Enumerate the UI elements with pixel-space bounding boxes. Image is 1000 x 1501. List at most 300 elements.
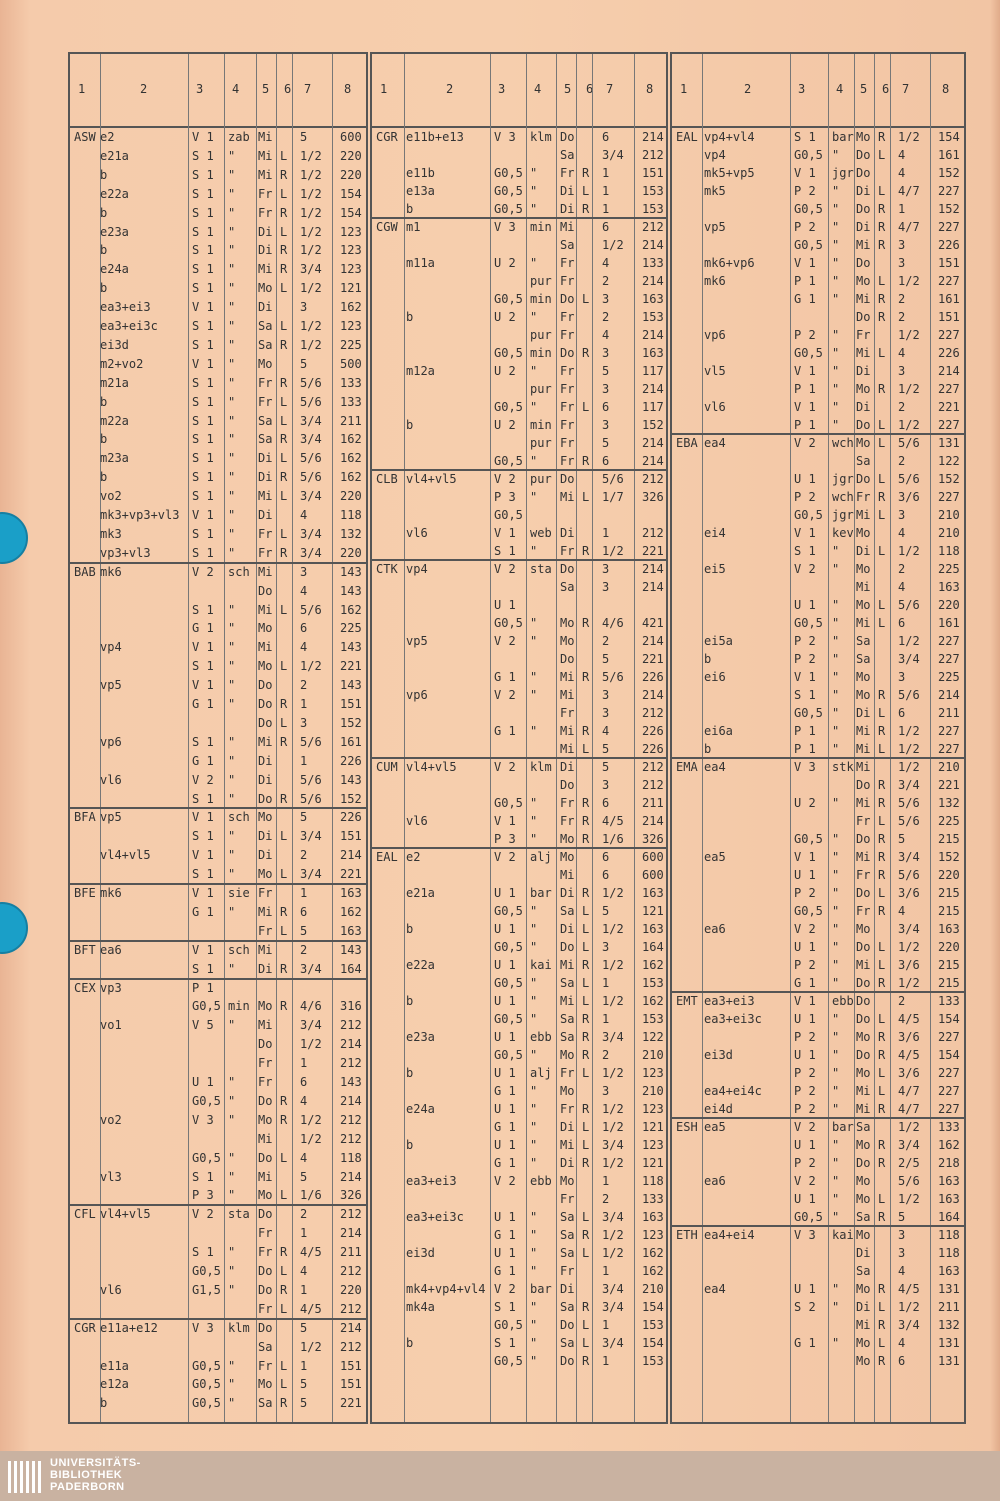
table-cell: 132 bbox=[938, 1318, 960, 1332]
table-cell: 3/4 bbox=[602, 1336, 624, 1350]
table-cell: Mi bbox=[856, 850, 871, 864]
table-cell: 4/5 bbox=[300, 1245, 322, 1260]
table-cell: 1/2 bbox=[898, 1192, 920, 1206]
table-cell: R bbox=[280, 470, 288, 485]
table-cell: Mo bbox=[560, 1084, 575, 1098]
table-row bbox=[672, 182, 964, 200]
table-cell: 1 bbox=[300, 1056, 308, 1071]
table-cell: S 1 bbox=[192, 961, 214, 976]
table-cell: 154 bbox=[642, 1300, 664, 1314]
table-row bbox=[372, 560, 666, 578]
table-cell: 214 bbox=[642, 814, 664, 828]
table-cell: Do bbox=[560, 778, 575, 792]
table-row bbox=[672, 362, 964, 380]
table-row bbox=[372, 992, 666, 1010]
table-cell: 1 bbox=[602, 1354, 610, 1368]
table-cell: 212 bbox=[642, 526, 664, 540]
table-cell: mk6+vp6 bbox=[704, 256, 755, 270]
table-cell: e11a+e12 bbox=[100, 1320, 158, 1335]
table-cell: " bbox=[530, 1246, 538, 1260]
table-cell: Mo bbox=[258, 356, 273, 371]
table-row bbox=[372, 794, 666, 812]
table-cell: 3 bbox=[602, 418, 610, 432]
table-cell: Fr bbox=[856, 328, 871, 342]
table-cell: 151 bbox=[340, 1377, 362, 1392]
table-cell: R bbox=[582, 1030, 590, 1044]
table-cell: b bbox=[100, 1396, 108, 1411]
table-cell: Mi bbox=[258, 564, 273, 579]
table-cell: U 2 bbox=[494, 364, 516, 378]
table-cell: " bbox=[832, 1210, 840, 1224]
table-cell: Fr bbox=[560, 436, 575, 450]
table-cell: Sa bbox=[258, 432, 273, 447]
table-cell: " bbox=[530, 976, 538, 990]
table-cell: " bbox=[530, 670, 538, 684]
table-cell: S 1 bbox=[192, 734, 214, 749]
table-cell: sch bbox=[228, 942, 250, 957]
table-row bbox=[70, 336, 366, 354]
table-cell: V 2 bbox=[494, 688, 516, 702]
table-row bbox=[372, 956, 666, 974]
table-cell: Di bbox=[258, 848, 273, 863]
table-cell: Mo bbox=[856, 688, 871, 702]
table-cell: Fr bbox=[560, 454, 575, 468]
table-cell: Do bbox=[560, 346, 575, 360]
table-cell: CFL bbox=[74, 1207, 96, 1222]
table-cell: R bbox=[582, 1354, 590, 1368]
table-cell: P 2 bbox=[794, 652, 816, 666]
table-cell: 6 bbox=[602, 796, 610, 810]
table-cell: 143 bbox=[340, 640, 362, 655]
table-cell: Sa bbox=[560, 580, 575, 594]
table-cell: 151 bbox=[642, 166, 664, 180]
table-cell: " bbox=[530, 166, 538, 180]
table-cell: 214 bbox=[642, 580, 664, 594]
table-row bbox=[372, 1100, 666, 1118]
table-cell: ei4 bbox=[704, 526, 726, 540]
table-cell: 3 bbox=[602, 346, 610, 360]
table-cell: CGW bbox=[376, 220, 398, 234]
table-cell: 220 bbox=[340, 489, 362, 504]
table-cell: G0,5 bbox=[192, 1264, 221, 1278]
table-cell: V 1 bbox=[192, 300, 214, 315]
table-cell: 227 bbox=[938, 742, 960, 756]
table-cell: 5/6 bbox=[602, 670, 624, 684]
table-row bbox=[70, 1319, 366, 1337]
table-cell: 2 bbox=[300, 848, 308, 863]
table-cell: L bbox=[582, 904, 590, 918]
table-cell: 6 bbox=[300, 904, 308, 919]
table-cell: R bbox=[878, 202, 886, 216]
table-cell: e24a bbox=[406, 1102, 435, 1116]
table-cell: Di bbox=[560, 1156, 575, 1170]
table-cell: S 1 bbox=[192, 470, 214, 485]
table-row bbox=[672, 1172, 964, 1190]
table-cell: 227 bbox=[938, 184, 960, 198]
table-cell: zab bbox=[228, 130, 250, 144]
table-cell: 214 bbox=[340, 1226, 362, 1241]
table-cell: L bbox=[280, 394, 288, 409]
table-cell: 164 bbox=[642, 940, 664, 954]
table-row bbox=[672, 308, 964, 326]
table-cell: " bbox=[832, 598, 840, 612]
table-row bbox=[672, 1010, 964, 1028]
table-cell: 2 bbox=[602, 634, 610, 648]
table-cell: 153 bbox=[642, 1318, 664, 1332]
table-cell: 1/2 bbox=[602, 922, 624, 936]
table-cell: 3/4 bbox=[898, 850, 920, 864]
table-cell: L bbox=[878, 1192, 886, 1206]
table-cell: G1,5 bbox=[192, 1282, 221, 1297]
table-cell: e11b bbox=[406, 166, 435, 180]
table-cell: min bbox=[530, 346, 552, 360]
table-cell: " bbox=[228, 243, 236, 258]
table-cell: Di bbox=[856, 544, 871, 558]
table-cell: ebb bbox=[530, 1174, 552, 1188]
table-cell: R bbox=[280, 697, 288, 711]
table-cell: 131 bbox=[938, 1282, 960, 1296]
table-cell: 122 bbox=[938, 454, 960, 468]
table-row bbox=[70, 241, 366, 259]
table-row bbox=[70, 884, 366, 902]
table-cell: Sa bbox=[560, 148, 575, 162]
table-cell: Mi bbox=[258, 148, 273, 163]
table-cell: S 1 bbox=[192, 337, 214, 352]
column-header: 7 bbox=[902, 82, 910, 96]
table-cell: S 1 bbox=[192, 167, 214, 182]
table-cell: 151 bbox=[938, 256, 960, 270]
table-cell: " bbox=[228, 1188, 236, 1203]
table-row bbox=[70, 960, 366, 978]
table-cell: " bbox=[832, 796, 840, 810]
table-cell: vl6 bbox=[100, 772, 122, 787]
table-column-block bbox=[68, 52, 368, 1424]
table-cell: " bbox=[228, 319, 236, 333]
table-cell: 132 bbox=[340, 526, 362, 541]
table-cell: 3 bbox=[602, 382, 610, 396]
table-row bbox=[372, 596, 666, 614]
table-cell: R bbox=[878, 1138, 886, 1152]
table-cell: " bbox=[832, 1300, 840, 1314]
table-cell: L bbox=[878, 148, 886, 162]
table-cell: Di bbox=[258, 829, 273, 844]
column-header: 1 bbox=[380, 82, 388, 96]
table-row bbox=[70, 997, 366, 1015]
table-row bbox=[70, 657, 366, 675]
table-row bbox=[70, 1262, 366, 1280]
table-cell: Fr bbox=[258, 205, 273, 220]
table-row bbox=[672, 794, 964, 812]
table-cell: 600 bbox=[340, 130, 362, 144]
table-cell: L bbox=[280, 526, 288, 541]
table-cell: sta bbox=[530, 562, 552, 576]
table-row bbox=[70, 1073, 366, 1091]
table-cell: 1 bbox=[602, 1318, 610, 1332]
table-row bbox=[70, 298, 366, 316]
table-cell: " bbox=[832, 1102, 840, 1116]
table-row bbox=[70, 771, 366, 789]
table-cell: 5 bbox=[602, 904, 610, 918]
table-cell: 215 bbox=[938, 904, 960, 918]
table-column-block bbox=[670, 52, 966, 1424]
table-cell: Di bbox=[258, 961, 273, 976]
table-row bbox=[372, 614, 666, 632]
table-row bbox=[672, 542, 964, 560]
table-cell: 163 bbox=[938, 1192, 960, 1206]
table-cell: S 1 bbox=[192, 186, 214, 201]
table-cell: 1 bbox=[602, 526, 610, 540]
table-cell: Di bbox=[856, 184, 871, 198]
table-cell: 4 bbox=[300, 1264, 308, 1278]
table-row bbox=[672, 1100, 964, 1118]
table-cell: e2 bbox=[100, 130, 115, 144]
table-cell: L bbox=[878, 616, 886, 630]
table-row bbox=[372, 326, 666, 344]
table-row bbox=[372, 128, 666, 146]
table-cell: 5/6 bbox=[300, 602, 322, 617]
table-cell: Fr bbox=[560, 256, 575, 270]
table-cell: V 1 bbox=[192, 130, 214, 144]
table-cell: R bbox=[582, 1300, 590, 1314]
table-cell: 221 bbox=[938, 778, 960, 792]
table-cell: S 1 bbox=[192, 413, 214, 428]
table-cell: U 1 bbox=[494, 994, 516, 1008]
table-cell: 123 bbox=[642, 1138, 664, 1152]
table-cell: 3/4 bbox=[300, 961, 322, 976]
table-cell: L bbox=[878, 1012, 886, 1026]
table-cell: Sa bbox=[856, 652, 871, 666]
table-cell: 600 bbox=[642, 850, 664, 864]
table-cell: " bbox=[228, 337, 236, 352]
table-cell: vl4+vl5 bbox=[100, 848, 151, 863]
table-cell: G0,5 bbox=[494, 292, 523, 306]
table-cell: R bbox=[878, 1030, 886, 1044]
table-cell: " bbox=[228, 753, 236, 768]
table-cell: Do bbox=[856, 472, 871, 486]
table-cell: CGR bbox=[74, 1320, 96, 1335]
table-cell: Do bbox=[258, 715, 273, 730]
table-cell: 225 bbox=[938, 562, 960, 576]
table-cell: vp4 bbox=[406, 562, 428, 576]
table-cell: 3 bbox=[898, 1246, 906, 1260]
table-cell: 163 bbox=[340, 923, 362, 938]
table-cell: R bbox=[878, 1102, 886, 1116]
table-cell: 4/5 bbox=[898, 1012, 920, 1026]
table-cell: " bbox=[832, 652, 840, 666]
table-cell: 1/2 bbox=[602, 238, 624, 252]
table-cell: L bbox=[582, 742, 590, 756]
table-cell: " bbox=[530, 940, 538, 954]
table-row bbox=[672, 992, 964, 1010]
table-cell: Do bbox=[856, 1012, 871, 1026]
table-cell: mk3 bbox=[100, 526, 122, 541]
table-cell: e11a bbox=[100, 1358, 129, 1373]
table-cell: V 2 bbox=[794, 562, 816, 576]
table-cell: 1 bbox=[602, 976, 610, 990]
table-cell: 6 bbox=[602, 130, 610, 144]
table-cell: pur bbox=[530, 436, 552, 450]
table-cell: 1 bbox=[602, 1012, 610, 1026]
table-cell: 152 bbox=[938, 850, 960, 864]
table-cell: 5 bbox=[602, 436, 610, 450]
table-cell: 6 bbox=[602, 850, 610, 864]
table-row bbox=[672, 1298, 964, 1316]
table-cell: Mi bbox=[560, 868, 575, 882]
table-cell: " bbox=[228, 602, 236, 617]
column-header: 5 bbox=[262, 82, 270, 96]
table-cell: 163 bbox=[642, 1210, 664, 1224]
table-row bbox=[672, 1118, 964, 1136]
table-cell: V 1 bbox=[794, 850, 816, 864]
table-cell: 143 bbox=[340, 942, 362, 957]
table-cell: " bbox=[832, 670, 840, 684]
table-row bbox=[672, 1244, 964, 1262]
table-cell: vl4+vl5 bbox=[100, 1207, 151, 1222]
table-cell: " bbox=[832, 742, 840, 756]
table-cell: 225 bbox=[938, 814, 960, 828]
table-cell: V 2 bbox=[494, 760, 516, 774]
table-cell: 1/2 bbox=[300, 1339, 322, 1354]
table-cell: " bbox=[530, 616, 538, 630]
table-cell: R bbox=[878, 904, 886, 918]
table-row bbox=[672, 812, 964, 830]
table-cell: R bbox=[878, 1156, 886, 1170]
column-header: 4 bbox=[836, 82, 844, 96]
table-cell: 4/7 bbox=[898, 1102, 920, 1116]
table-cell: 1/2 bbox=[300, 1037, 322, 1052]
table-cell: 1/2 bbox=[602, 1246, 624, 1260]
table-cell: vo2 bbox=[100, 1112, 122, 1127]
table-cell: V 2 bbox=[494, 1282, 516, 1296]
table-row bbox=[70, 1300, 366, 1318]
table-cell: 212 bbox=[642, 760, 664, 774]
table-cell: 227 bbox=[938, 274, 960, 288]
table-cell: sch bbox=[228, 564, 250, 579]
table-cell: 2 bbox=[602, 1192, 610, 1206]
table-cell: 210 bbox=[642, 1282, 664, 1296]
table-cell: U 1 bbox=[494, 886, 516, 900]
table-cell: Mo bbox=[856, 436, 871, 450]
table-cell: jgr bbox=[832, 472, 854, 486]
table-cell: G0,5 bbox=[494, 400, 523, 414]
library-name-line: PADERBORN bbox=[50, 1481, 125, 1493]
table-row bbox=[672, 380, 964, 398]
table-cell: 1 bbox=[602, 184, 610, 198]
table-cell: " bbox=[832, 148, 840, 162]
table-cell: S 1 bbox=[192, 281, 214, 296]
table-cell: Di bbox=[856, 220, 871, 234]
table-cell: 3 bbox=[602, 688, 610, 702]
table-cell: Mi bbox=[856, 1102, 871, 1116]
table-cell: 4 bbox=[898, 1264, 906, 1278]
table-cell: G0,5 bbox=[494, 1048, 523, 1062]
table-cell: R bbox=[582, 1012, 590, 1026]
table-cell: S 1 bbox=[794, 130, 816, 144]
table-cell: S 1 bbox=[192, 432, 214, 447]
table-cell: " bbox=[228, 848, 236, 863]
table-cell: alj bbox=[530, 1066, 552, 1080]
table-cell: EBA bbox=[676, 436, 698, 450]
table-cell: Mi bbox=[856, 580, 871, 594]
table-cell: 3/4 bbox=[300, 1018, 322, 1033]
table-cell: G0,5 bbox=[494, 940, 523, 954]
table-cell: 5 bbox=[602, 760, 610, 774]
table-cell: G0,5 bbox=[794, 1210, 823, 1224]
table-cell: 6 bbox=[602, 400, 610, 414]
table-cell: P 2 bbox=[794, 328, 816, 342]
table-cell: 1/2 bbox=[898, 976, 920, 990]
table-cell: Fr bbox=[258, 1301, 273, 1316]
table-cell: P 2 bbox=[794, 1156, 816, 1170]
table-cell: Mi bbox=[856, 1318, 871, 1332]
table-cell: vp5 bbox=[100, 678, 122, 693]
table-cell: Do bbox=[856, 778, 871, 792]
table-cell: 214 bbox=[642, 454, 664, 468]
table-cell: R bbox=[878, 1354, 886, 1368]
table-cell: U 1 bbox=[494, 1210, 516, 1224]
table-cell: R bbox=[280, 375, 288, 390]
table-cell: Mi bbox=[856, 724, 871, 738]
table-row bbox=[70, 865, 366, 883]
table-cell: P 2 bbox=[794, 1084, 816, 1098]
table-cell: U 1 bbox=[192, 1075, 214, 1089]
table-cell: 215 bbox=[938, 886, 960, 900]
table-cell: L bbox=[582, 1120, 590, 1134]
table-row bbox=[672, 1262, 964, 1280]
column-header: 6 bbox=[284, 82, 292, 96]
table-cell: L bbox=[582, 994, 590, 1008]
table-cell: 154 bbox=[642, 1336, 664, 1350]
table-cell: Di bbox=[560, 1282, 575, 1296]
table-cell: 1/2 bbox=[898, 418, 920, 432]
table-cell: ei3d bbox=[406, 1246, 435, 1260]
table-row bbox=[70, 1243, 366, 1261]
table-cell: " bbox=[228, 148, 236, 163]
table-cell: 210 bbox=[938, 508, 960, 522]
table-cell: bar bbox=[832, 130, 854, 144]
table-cell: Mo bbox=[856, 670, 871, 684]
table-cell: Sa bbox=[560, 904, 575, 918]
table-cell: 220 bbox=[340, 167, 362, 182]
table-row bbox=[672, 236, 964, 254]
table-cell: 133 bbox=[340, 394, 362, 409]
table-cell: " bbox=[228, 281, 236, 296]
table-cell: G0,5 bbox=[794, 508, 823, 522]
table-cell: 210 bbox=[642, 1048, 664, 1062]
table-cell: L bbox=[878, 814, 886, 828]
table-row bbox=[372, 1208, 666, 1226]
table-cell: L bbox=[582, 184, 590, 198]
table-cell: bar bbox=[832, 1120, 854, 1134]
table-cell: R bbox=[280, 545, 288, 560]
table-cell: jgr bbox=[832, 508, 854, 522]
table-cell: 151 bbox=[340, 829, 362, 844]
table-cell: 1/2 bbox=[898, 382, 920, 396]
table-cell: 220 bbox=[340, 1282, 362, 1297]
table-cell: 3/6 bbox=[898, 958, 920, 972]
table-cell: 4 bbox=[300, 640, 308, 655]
table-cell: " bbox=[832, 1336, 840, 1350]
table-cell: " bbox=[228, 1264, 236, 1278]
table-cell: " bbox=[832, 1066, 840, 1080]
table-cell: 5 bbox=[602, 364, 610, 378]
table-cell: jgr bbox=[832, 166, 854, 180]
table-row bbox=[70, 317, 366, 335]
table-cell: L bbox=[280, 224, 288, 239]
table-cell: 153 bbox=[642, 1354, 664, 1368]
table-cell: L bbox=[582, 1066, 590, 1080]
table-row bbox=[372, 1244, 666, 1262]
